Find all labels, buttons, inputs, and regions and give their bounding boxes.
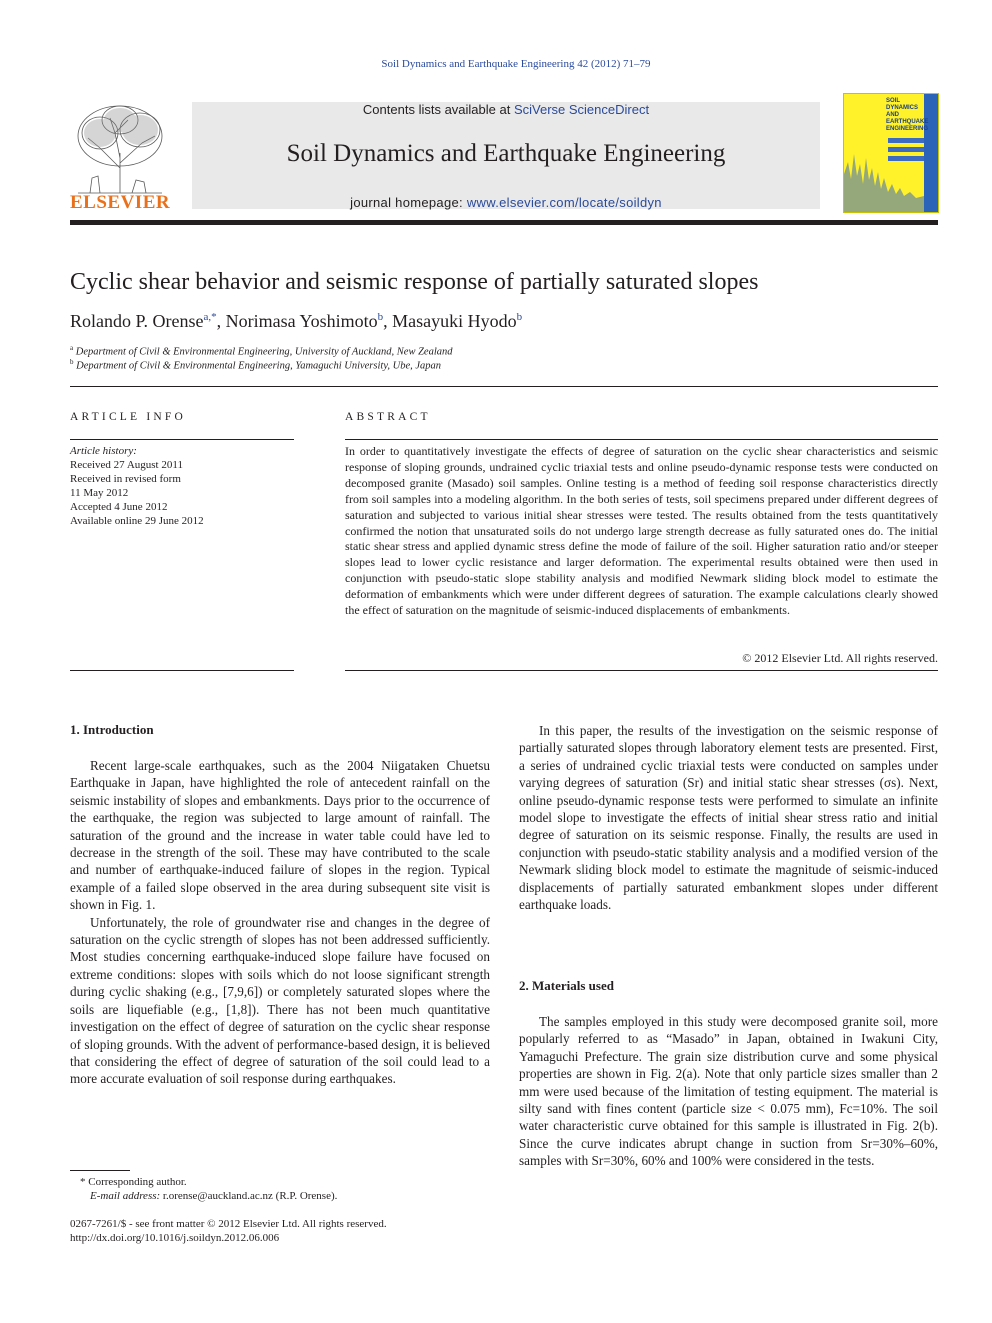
- cover-title: SOIL DYNAMICS AND EARTHQUAKE ENGINEERING: [886, 98, 929, 132]
- abstract-heading: ABSTRACT: [345, 411, 431, 423]
- contents-line: [192, 102, 820, 117]
- journal-homepage-link[interactable]: www.elsevier.com/locate/soildyn: [466, 195, 662, 210]
- abstract-text: In order to quantitatively investigate the effects of degree of saturation on the cyclic shear characteristics and seismic response of sloping grounds, undrained cyclic triaxial tests and online pseudo-dynamic response tests were conducted on decomposed granite (Masado) soil samples. Online testing is a method of feeding soil response characteristics directly from soil samples into a modeling algorithm. In the both series of tests, soil specimens prepared under different degrees of saturation and subjected to various initial shear stresses were tested. The results obtained from the tests quantitatively confirmed the notion that unsaturated soils do not undergo large strength decrease as fully saturated ones do. The initial static shear stress and applied dynamic stress define the mode of failure of the soil. Higher saturation ratio and/or steeper slopes lead to lower cyclic resistance and larger deformation. The experimental results obtained were then used in conjunction with pseudo-static slope stability analysis and modified Newmark sliding block model to estimate the deformation of embankments which were under different degrees of saturation. The example calculations clearly showed the effect of saturation on the magnitude of seismic-induced displacements of embankments.: [345, 444, 938, 618]
- doi-link[interactable]: http://dx.doi.org/10.1016/j.soildyn.2012.06.006: [70, 1232, 280, 1244]
- author-list: Rolando P. Orense$^{a,*}$, Norimasa Yoshimoto$^b$, Masayuki Hyodo$^b$: [70, 311, 523, 331]
- paragraph: Recent large-scale earthquakes, such as the 2004 Niigataken Chuetsu Earthquake in Japan, have highlighted the role of antecedent rainfall on the seismic instability of slopes and embankments. Days prior to the occurrence of the earthquake, the region was subjected to large amount of rainfall. The saturation of the ground and the increase in water table could have led to decrease in the strength of the soil. These may have contributed to the scale and number of earthquake-induced failure of slopes in the region. Typical example of a failed slope observed in the area during subsequent site visit is shown in Fig. 1.: [70, 758, 490, 913]
- copyright-line: © 2012 Elsevier Ltd. All rights reserved.: [742, 651, 938, 665]
- paragraph: In this paper, the results of the investigation on the seismic response of partially saturated slopes through laboratory element tests are presented. First, a series of undrained cyclic triaxial tests were conducted on samples under varying degrees of saturation (Sr) and initial static shear stresses (σs). Next, online pseudo-dynamic response tests were performed to simulate an infinite model slope to investigate the effects of initial shear stress ratio and initial degree of saturation on its seismic response. Finally, the results are used in conjunction with pseudo-static stability analysis and a modified version of the Newmark sliding block model to estimate the magnitude of seismic-induced displacements of partially saturated embankment slopes under different earthquake loads.: [519, 723, 938, 913]
- author-affil-marker[interactable]: b: [516, 311, 523, 323]
- issn-line: 0267-7261/$ - see front matter © 2012 Elsevier Ltd. All rights reserved.: [70, 1218, 387, 1230]
- author-email[interactable]: r.orense@auckland.ac.nz (R.P. Orense).: [160, 1190, 338, 1202]
- corresponding-author-note: * Corresponding author.: [80, 1176, 187, 1188]
- journal-header-box: [192, 102, 820, 209]
- history-item: 11 May 2012: [70, 487, 129, 499]
- section-heading-materials: 2. Materials used: [519, 978, 614, 993]
- footnote-rule: [70, 1170, 130, 1171]
- article-title: Cyclic shear behavior and seismic response of partially saturated slopes: [70, 269, 759, 295]
- author-name[interactable]: Rolando P. Orense: [70, 311, 204, 331]
- journal-cover-thumbnail[interactable]: [843, 93, 939, 213]
- left-column: [70, 757, 490, 1088]
- publisher-name: ELSEVIER: [70, 192, 171, 213]
- author-affil-marker[interactable]: a,*: [203, 311, 217, 323]
- email-label: E-mail address:: [90, 1190, 161, 1202]
- section-heading-introduction: 1. Introduction: [70, 722, 154, 737]
- abstract-bottom-rule: [345, 670, 938, 671]
- journal-citation[interactable]: [0, 58, 992, 70]
- author-name[interactable]: Masayuki Hyodo: [392, 311, 517, 331]
- author-affil-marker[interactable]: b: [377, 311, 384, 323]
- contents-prefix: Contents lists available at: [362, 102, 514, 117]
- journal-masthead: [70, 90, 938, 216]
- cover-bars: [888, 138, 924, 165]
- history-item: Available online 29 June 2012: [70, 515, 204, 527]
- right-column-section2: [519, 1013, 938, 1170]
- right-column: [519, 722, 938, 913]
- affiliation: $^a$ Department of Civil & Environmental Engineering, University of Auckland, New Zealand: [70, 344, 453, 358]
- citation-text[interactable]: Soil Dynamics and Earthquake Engineering 42 (2012) 71–79: [381, 58, 651, 70]
- author-name[interactable]: Norimasa Yoshimoto: [225, 311, 378, 331]
- homepage-line: [192, 195, 820, 210]
- homepage-prefix: journal homepage:: [350, 195, 467, 210]
- article-info-bottom-rule: [70, 670, 294, 671]
- history-item: Received in revised form: [70, 473, 181, 485]
- affiliation: $^b$ Department of Civil & Environmental Engineering, Yamaguchi University, Ube, Japan: [70, 358, 442, 372]
- abstract-rule: [345, 439, 938, 440]
- journal-title: Soil Dynamics and Earthquake Engineering: [286, 140, 726, 167]
- article-info-heading: ARTICLE INFO: [70, 411, 186, 423]
- email-footnote: [70, 1189, 510, 1203]
- header-rule: [70, 386, 938, 387]
- paragraph: Unfortunately, the role of groundwater rise and changes in the degree of saturation on the cyclic strength of slopes has not been addressed sufficiently. Most studies concerning earthquake-induced slope failure have focused on extreme conditions: slopes with soils which do not loose significant strength during cyclic shaking (e.g., [7,9,6]) or completely saturated slopes where the soils are liquefiable (e.g., [1,8]). There has not been much quantitative investigation on the effect of degree of saturation on the cyclic shear response of sloping grounds. With the advent of performance-based design, it is believed that considering the effect of degree of saturation of the soil could lead to a more accurate evaluation of soil response during earthquakes.: [70, 914, 490, 1087]
- article-history: [70, 444, 294, 528]
- history-item: Received 27 August 2011: [70, 459, 183, 471]
- history-item: Accepted 4 June 2012: [70, 501, 168, 513]
- article-info-rule: [70, 439, 294, 440]
- history-label: Article history:: [70, 445, 137, 457]
- sciencedirect-link[interactable]: SciVerse ScienceDirect: [513, 102, 650, 117]
- paragraph: The samples employed in this study were decomposed granite soil, more popularly referred to as “Masado” in Japan, obtained in Iwakuni City, Yamaguchi Prefecture. The grain size distribution curve and some physical properties are shown in Fig. 2(a). Note that only particle sizes smaller than 2 mm were used because of the limitation of testing equipment. The material is silty sand with fines content (particle size < 0.075 mm), Fc=10%. The soil water characteristic curve obtained for this sample is illustrated in Fig. 2(b). Since the curve indicates abrupt change in suction from Sr=30%–60%, samples with Sr=30%, 60% and 100% were considered in the tests.: [519, 1014, 938, 1169]
- masthead-rule: [70, 220, 938, 225]
